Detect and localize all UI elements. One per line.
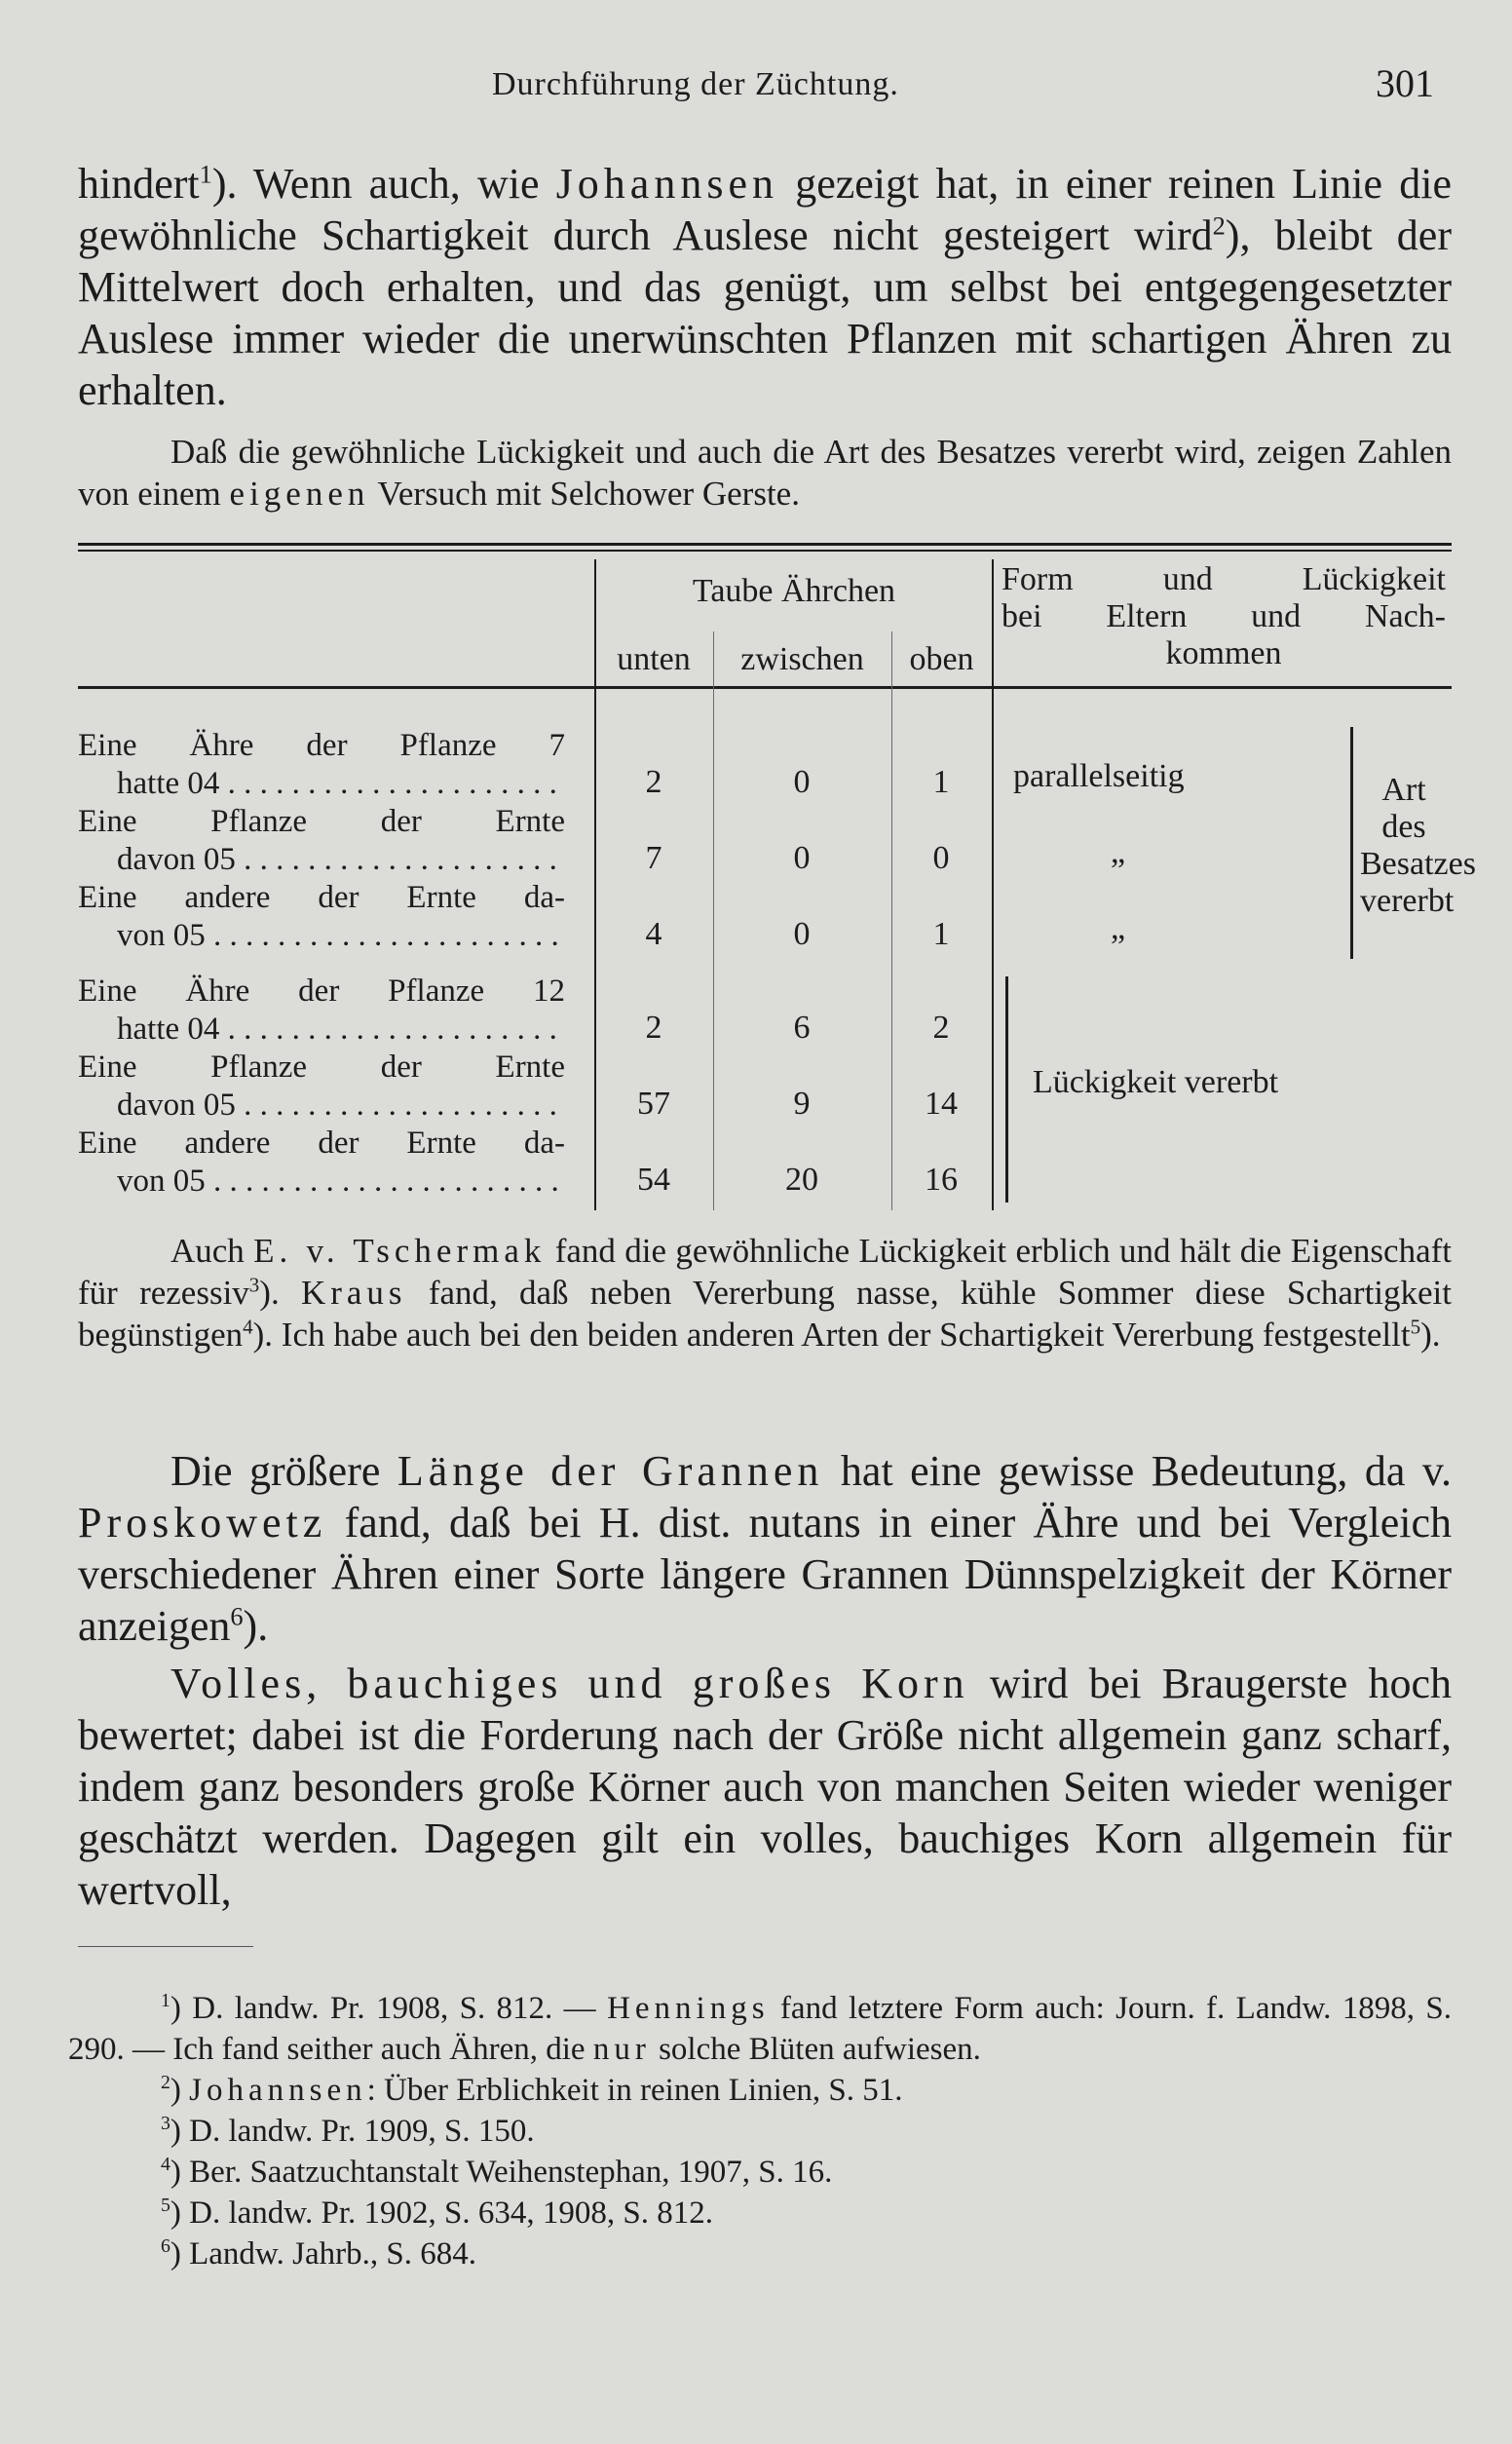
row-label-4: Eine Ähre der Pflanze 12 hatte 04 . . . — [78, 973, 565, 1049]
table-rule-header — [78, 686, 1452, 689]
footnote-4: $^4$) Ber. Saatzuchtanstalt Weihenstephan, 1907, S. 16. — [161, 2154, 833, 2190]
row-label-5: Eine Pflanze der Ernte davon 05 . . . — [78, 1049, 565, 1125]
cell-unten-6: 54 — [637, 1162, 670, 1198]
cell-unten-3: 4 — [645, 916, 662, 952]
cell-form-1: parallelseitig — [1013, 758, 1185, 794]
brace-lueckigkeit — [1005, 976, 1018, 1203]
footnote-6: $^6$) Landw. Jahrb., S. 684. — [161, 2235, 476, 2272]
cell-oben-3: 1 — [932, 916, 950, 952]
cell-oben-1: 1 — [932, 764, 950, 800]
header-oben: oben — [909, 641, 974, 677]
cell-zwischen-1: 0 — [793, 764, 811, 800]
footnote-ref-6[interactable]: 6 — [230, 1601, 244, 1631]
header-form-line-2: bei Eltern und Nach- — [1002, 598, 1446, 634]
paragraph-grannen: Die größere Länge der Grannen hat eine gewisse Bedeutung, da v. Proskowetz fand, daß bei H. dist. nutans in einer Ähre und bei Vergleich verschiedener Ähren einer Sorte längere Grannen Dünnspelzigkeit der Körner anzeigen$^6$). — [78, 1447, 1452, 1650]
brace-label-lueckigkeit: Lückigkeit vererbt — [1033, 1064, 1279, 1100]
footnote-ref-1[interactable]: 1 — [199, 159, 212, 189]
row-label-1: Eine Ähre der Pflanze 7 hatte 04 . . . — [78, 727, 565, 803]
footnote-ref-2[interactable]: 2 — [1212, 210, 1226, 241]
cell-unten-4: 2 — [645, 1010, 662, 1046]
cell-unten-5: 57 — [637, 1086, 670, 1122]
footnote-1: $^1$) D. landw. Pr. 1908, S. 812. — Hennings fand letztere Form auch: Journ. f. Landw. 1898, S. 290. — Ich fand seither auch Ähren, die nur solche Blüten aufwiesen. — [68, 1990, 1453, 2067]
table-rule-top-2 — [78, 550, 1452, 552]
footnote-2: $^2$) Johannsen: Über Erblichkeit in reinen Linien, S. 51. — [161, 2072, 903, 2108]
cell-unten-2: 7 — [645, 840, 662, 876]
header-zwischen: zwischen — [740, 641, 864, 677]
cell-form-3: „ — [1111, 910, 1126, 946]
footnote-ref-5[interactable]: 5 — [1410, 1315, 1421, 1339]
data-table — [78, 538, 1476, 1210]
cell-zwischen-4: 6 — [793, 1010, 811, 1046]
row-label-3: Eine andere der Ernte da- von 05 . . . — [78, 879, 565, 955]
col-divider-4 — [992, 559, 994, 1210]
row-label-2: Eine Pflanze der Ernte davon 05 . . . — [78, 803, 565, 879]
cell-zwischen-2: 0 — [793, 840, 811, 876]
cell-zwischen-3: 0 — [793, 916, 811, 952]
cell-unten-1: 2 — [645, 764, 662, 800]
paragraph-tschermak: Auch E. v. Tschermak fand die gewöhnliche Lückigkeit erblich und hält die Eigenschaft für rezessiv$^3$). Kraus fand, daß neben Vererbung nasse, kühle Sommer diese Schartigkeit begünstigen$^4$). Ich habe auch bei den beiden anderen Arten der Schartigkeit Vererbung festgestellt$^5$). — [78, 1232, 1453, 1354]
cell-zwischen-5: 9 — [793, 1086, 811, 1122]
brace-besatz — [1341, 727, 1353, 959]
footnote-3: $^3$) D. landw. Pr. 1909, S. 150. — [161, 2113, 535, 2149]
cell-oben-5: 14 — [925, 1086, 958, 1122]
paragraph-korn: Volles, bauchiges und großes Korn wird bei Braugerste hoch bewertet; dabei ist die Forderung nach der Größe nicht allgemein ganz scharf, indem ganz besonders große Körner auch von manchen Seiten wieder weniger geschätzt werden. Dagegen gilt ein volles, bauchiges Korn allgemein für wertvoll, — [78, 1660, 1452, 1914]
header-form-line-3: kommen — [1165, 635, 1282, 671]
cell-oben-2: 0 — [932, 840, 950, 876]
col-divider-3 — [891, 631, 892, 1210]
footnotes — [68, 1988, 1452, 2274]
cell-oben-4: 2 — [932, 1010, 950, 1046]
header-unten: unten — [617, 641, 691, 677]
table-rule-top — [78, 543, 1452, 546]
cell-form-2: „ — [1111, 834, 1126, 870]
header-form-line-1: Form und Lückigkeit — [1002, 561, 1446, 597]
footnote-5: $^5$) D. landw. Pr. 1902, S. 634, 1908, S. 812. — [161, 2195, 713, 2231]
footnote-ref-4[interactable]: 4 — [243, 1315, 253, 1339]
running-head: Durchführung der Züchtung. — [492, 66, 899, 102]
header-taube-aehrchen: Taube Ährchen — [692, 573, 896, 609]
footnote-ref-3[interactable]: 3 — [248, 1273, 260, 1297]
cell-zwischen-6: 20 — [785, 1162, 818, 1198]
paragraph-hindert: hindert$^1$). Wenn auch, wie Johannsen gezeigt hat, in einer reinen Linie die gewöhnliche Schartigkeit durch Auslese nicht gesteigert wird$^2$), bleibt der Mittelwert doch erhalten, und das genügt, um selbst bei entgegengesetzter Auslese immer wieder die unerwünschten Pflanzen mit schartigen Ähren zu erhalten. — [78, 159, 1452, 414]
footnote-divider — [78, 1946, 253, 1947]
row-label-6: Eine andere der Ernte da- von 05 . . . — [78, 1125, 565, 1201]
paragraph-lueckigkeit: Daß die gewöhnliche Lückigkeit und auch die Art des Besatzes vererbt wird, zeigen Zahlen von einem eigenen Versuch mit Selchower Gerste. — [78, 433, 1452, 513]
cell-oben-6: 16 — [925, 1162, 958, 1198]
brace-label-besatz: Art des Besatzes vererbt — [1360, 772, 1476, 919]
page-number: 301 — [1376, 61, 1434, 105]
col-divider-2 — [713, 631, 714, 1210]
